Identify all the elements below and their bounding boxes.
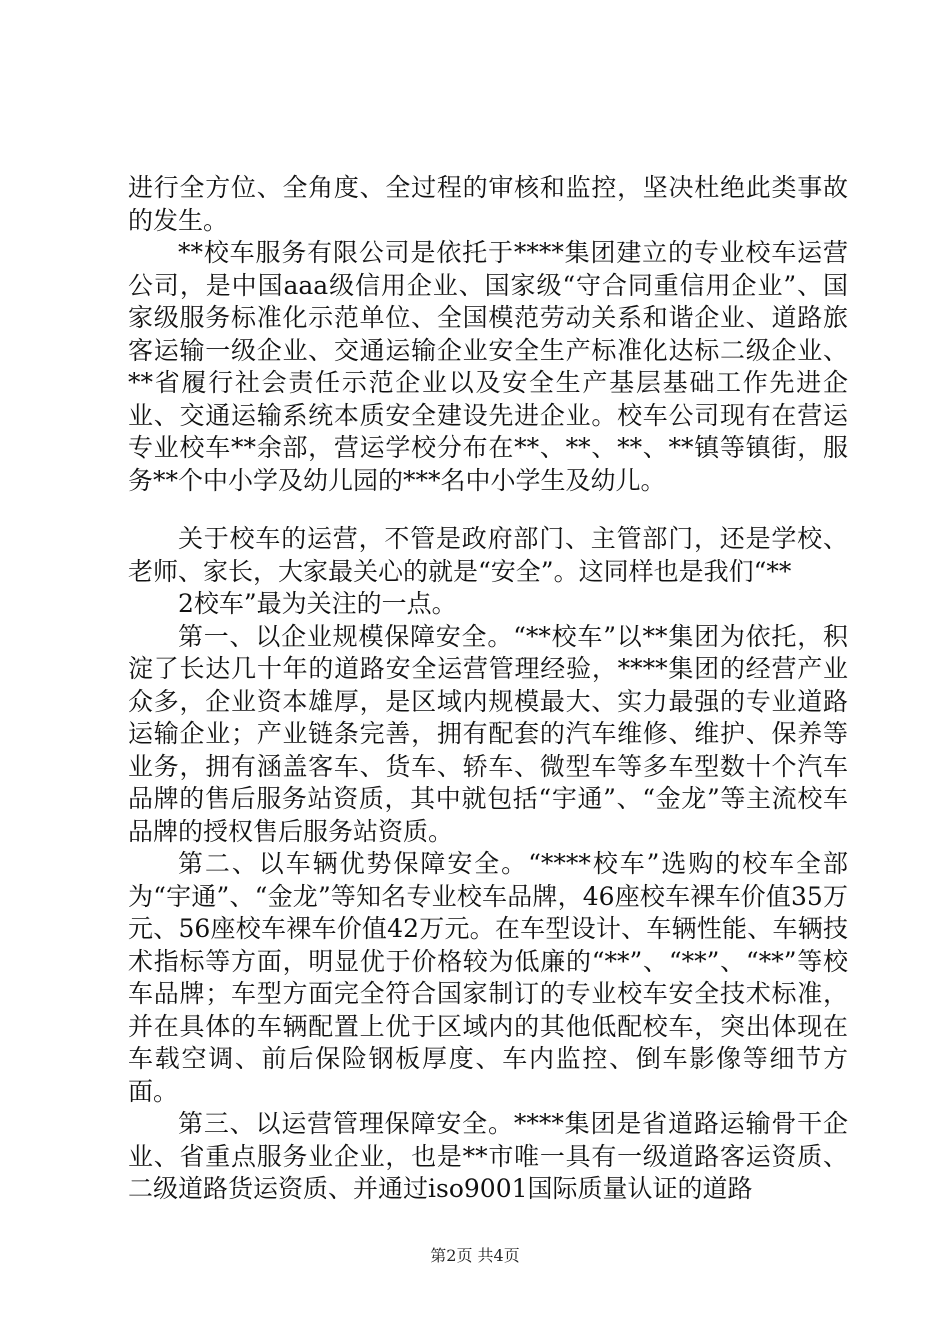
document-body: [128, 172, 848, 1206]
paragraph-point-two: 第二、以车辆优势保障安全。“****校车”选购的校车全部为“宇通”、“金龙”等知名专业校车品牌，46座校车裸车价值35万元、56座校车裸车价值42万元。在车型设计、车辆性能、车辆技术指标等方面，明显优于价格较为低廉的“**”、“**”、“**”等校车品牌；车型方面完全符合国家制订的专业校车安全技术标准，并在具体的车辆配置上优于区域内的其他低配校车，突出体现在车载空调、前后保险钢板厚度、车内监控、倒车影像等细节方面。: [128, 849, 848, 1106]
paragraph-safety-concern: 关于校车的运营，不管是政府部门、主管部门，还是学校、老师、家长，大家最关心的就是“安全”。这同样也是我们“**: [128, 524, 848, 586]
paragraph-point-one: 第一、以企业规模保障安全。“**校车”以**集团为依托，积淀了长达几十年的道路安全运营管理经验，****集团的经营产业众多，企业资本雄厚，是区域内规模最大、实力最强的专业道路运输企业；产业链条完善，拥有配套的汽车维修、维护、保养等业务，拥有涵盖客车、货车、轿车、微型车等多车型数十个汽车品牌的售后服务站资质，其中就包括“宇通”、“金龙”等主流校车品牌的授权售后服务站资质。: [128, 621, 848, 846]
paragraph-continuation: 进行全方位、全角度、全过程的审核和监控，坚决杜绝此类事故的发生。: [128, 173, 848, 235]
paragraph-spacer: [128, 497, 848, 523]
paragraph-safety-concern-tail: 2校车”最为关注的一点。: [178, 589, 457, 618]
paragraph-point-three: 第三、以运营管理保障安全。****集团是省道路运输骨干企业、省重点服务业企业，也是**市唯一具有一级道路客运资质、二级道路货运资质、并通过iso9001国际质量认证的道路: [128, 1109, 848, 1203]
page-footer: 第2页 共4页: [430, 1246, 520, 1265]
paragraph-company-intro: **校车服务有限公司是依托于****集团建立的专业校车运营公司，是中国aaa级信用企业、国家级“守合同重信用企业”、国家级服务标准化示范单位、全国模范劳动关系和谐企业、道路旅客运输一级企业、交通运输企业安全生产标准化达标二级企业、**省履行社会责任示范企业以及安全生产基层基础工作先进企业、交通运输系统本质安全建设先进企业。校车公司现有在营运专业校车**余部，营运学校分布在**、**、**、**镇等镇街，服务**个中小学及幼儿园的***名中小学生及幼儿。: [128, 238, 848, 495]
